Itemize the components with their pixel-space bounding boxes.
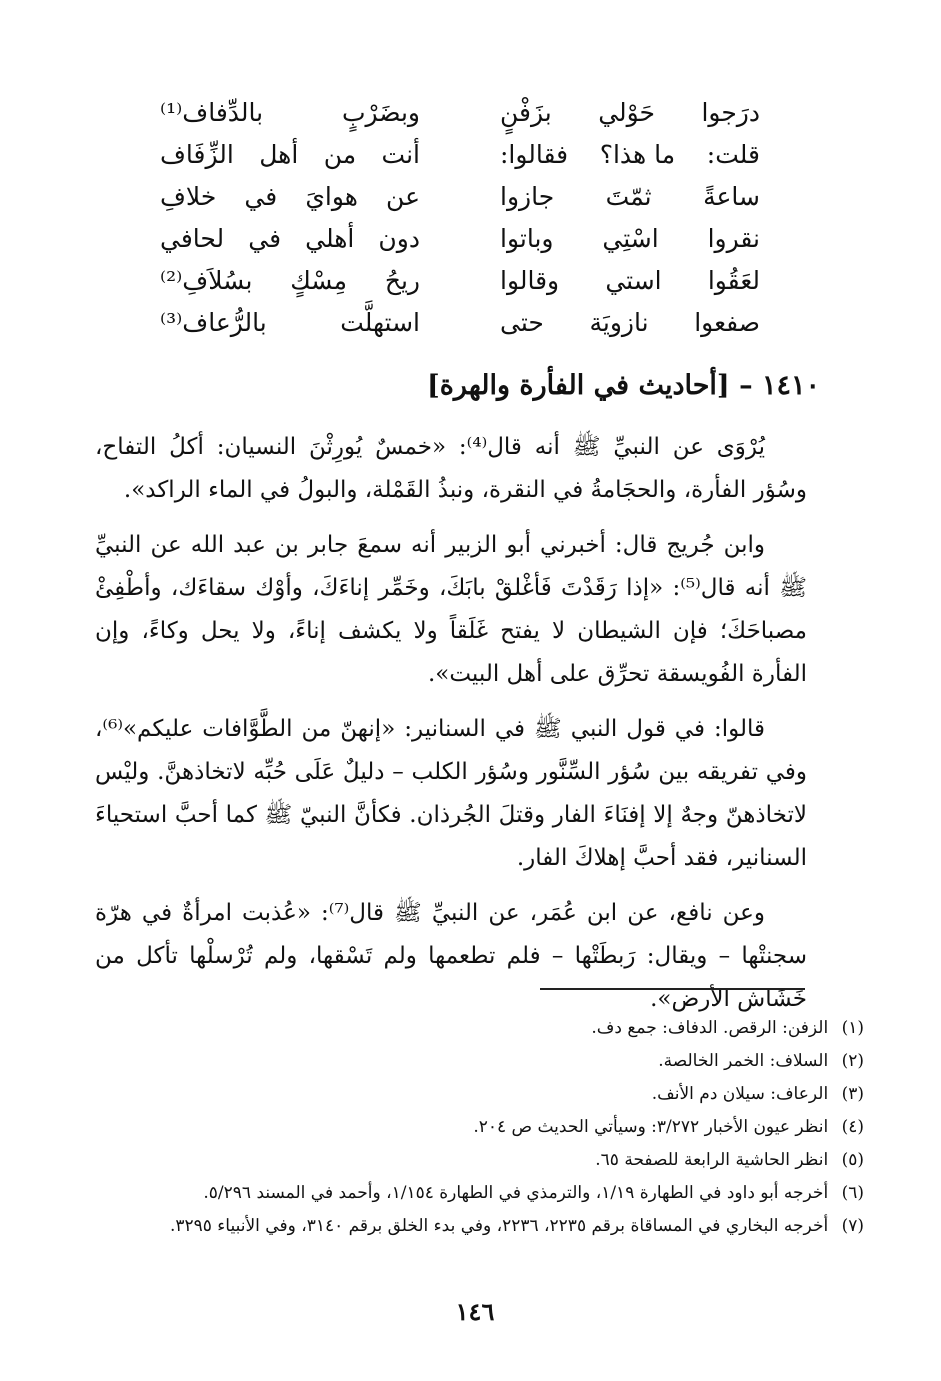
poem-word: حتى <box>500 308 544 337</box>
footnotes <box>140 1012 864 1243</box>
verse <box>160 302 760 344</box>
poem-word: ساعةً <box>703 182 760 211</box>
footnote-number: (٧) <box>841 1216 864 1236</box>
footnote-text: انظر الحاشية الرابعة للصفحة ٦٥. <box>595 1150 829 1170</box>
section-heading: ١٤١٠ – [أحاديث في الفأرة والهرة] <box>427 370 820 401</box>
poem-word: وباتوا <box>500 224 554 253</box>
footnote-separator <box>540 988 805 990</box>
verse <box>160 134 760 176</box>
poem-word: أهلي <box>305 224 355 253</box>
poem-word: أهل <box>259 140 299 169</box>
footnote <box>140 1111 864 1144</box>
verse-second-hemistich <box>160 218 420 260</box>
poem-word: نازويَة <box>589 308 649 337</box>
poem-word: مِسْكٍ <box>290 266 347 295</box>
poem-word: بسُلاَفِ⁽²⁾ <box>160 266 253 295</box>
verse-second-hemistich <box>160 134 420 176</box>
footnote-text: الرعاف: سيلان دم الأنف. <box>651 1084 829 1104</box>
footnote-number: (٦) <box>841 1183 864 1203</box>
paragraph: وابن جُريج قال: أخبرني أبو الزبير أنه سمعَ جابر بن عبد الله عن النبيِّ ﷺ أنه قال⁽⁵⁾: «إذا رَقَدْتَ فَأغْلقْ بابَكَ، وخَمِّر إناءَكَ، وأوْك سقاءَك، وأطْفِئْ مصباحَكَ؛ فإن الشيطان لا يفتح غَلَقاً ولا يكشف إناءً، ولا يحل وكاءً، وإن الفأرة الفُويسقة تحرِّق على أهل البيت». <box>95 532 807 687</box>
verse-first-hemistich <box>500 260 760 302</box>
footnote-number: (٣) <box>841 1084 864 1104</box>
verse-second-hemistich <box>160 260 420 302</box>
poem-word: في <box>244 182 278 211</box>
poem-word: الزِّفَاف <box>160 140 234 169</box>
poem-word: عن <box>386 182 420 211</box>
poem-word: اسْتِي <box>602 224 659 253</box>
paragraph: قالوا: في قول النبي ﷺ في السنانير: «إنهنّ من الطَّوَّافات عليكم»⁽⁶⁾، وفي تفريقه بين سُؤر السِّنَّور وسُؤر الكلب – دليلٌ عَلَى حُبِّه لاتخاذهنَّ. وليْس لاتخاذهنّ وجهٌ إلا إفنَاءَ الفار وقتلَ الجُرذان. فكأنَّ النبيّ ﷺ كما أحبَّ استحياءَ السنانير، فقد أحبَّ إهلاكَ الفار. <box>95 716 807 871</box>
verse-first-hemistich <box>500 134 760 176</box>
footnote-number: (٥) <box>841 1150 864 1170</box>
verse-second-hemistich <box>160 302 420 344</box>
poem-word: جازوا <box>500 182 555 211</box>
poem-word: دون <box>378 224 420 253</box>
verse-first-hemistich <box>500 302 760 344</box>
footnote-text: أخرجه البخاري في المساقاة برقم ٢٢٣٥، ٢٢٣٦، وفي بدء الخلق برقم ٣١٤٠، وفي الأنبياء ٣٢٩٥. <box>169 1216 829 1236</box>
body-text <box>95 426 807 1021</box>
poem-word: درَجوا <box>701 98 760 127</box>
poem-word: من <box>323 140 357 169</box>
footnote-number: (١) <box>841 1018 864 1038</box>
paragraph: وعن نافع، عن ابن عُمَر، عن النبيِّ ﷺ قال⁽⁷⁾: «عُذبت امرأةٌ في هرّة سجنتْها – ويقال: رَبطَتْها – فلم تطعمها ولم تَسْقها، ولم تُرْسلْها تأكل من خَشَاش الأرض». <box>95 900 807 1012</box>
poem-word: استي <box>605 266 662 295</box>
verse-second-hemistich <box>160 176 420 218</box>
verse-second-hemistich <box>160 92 420 134</box>
poem-word: ما هذا؟ <box>599 140 676 169</box>
poem-word: حَوْلي <box>598 98 656 127</box>
poem-word: بزَفْنٍ <box>500 98 552 127</box>
footnote <box>140 1045 864 1078</box>
poem-word: استهلَّت <box>340 308 420 337</box>
poem-word: أنت <box>381 140 420 169</box>
poem-word: بالرُّعاف⁽³⁾ <box>160 308 267 337</box>
footnote-number: (٤) <box>841 1117 864 1137</box>
poem-word: ريحُ <box>384 266 420 295</box>
poem-word: لعَقُوا <box>707 266 760 295</box>
footnote-text: السلاف: الخمر الخالصة. <box>658 1051 829 1071</box>
footnote <box>140 1177 864 1210</box>
footnote-number: (٢) <box>841 1051 864 1071</box>
poem-word: وقالوا <box>500 266 560 295</box>
footnote <box>140 1144 864 1177</box>
verse-first-hemistich <box>500 92 760 134</box>
poem <box>160 92 760 344</box>
footnote-text: أخرجه أبو داود في الطهارة ١/١٩، والترمذي في الطهارة ١/١٥٤، وأحمد في المسند ٥/٢٩٦. <box>203 1183 829 1203</box>
page-number: ١٤٦ <box>455 1297 495 1326</box>
poem-word: في <box>248 224 282 253</box>
verse-first-hemistich <box>500 218 760 260</box>
verse <box>160 176 760 218</box>
poem-word: قلت: <box>706 140 760 169</box>
poem-word: نقروا <box>707 224 760 253</box>
poem-word: خلافِ <box>160 182 217 211</box>
footnote-text: انظر عيون الأخبار ٣/٢٧٢: وسيأتي الحديث ص ٢٠٤. <box>473 1117 829 1137</box>
footnote <box>140 1012 864 1045</box>
poem-word: ثمّتَ <box>605 182 652 211</box>
poem-word: بالدِّفاف⁽¹⁾ <box>160 98 264 127</box>
verse-first-hemistich <box>500 176 760 218</box>
poem-word: هوايَ <box>305 182 358 211</box>
footnote <box>140 1210 864 1243</box>
footnote <box>140 1078 864 1111</box>
poem-word: فقالوا: <box>500 140 569 169</box>
paragraph: يُرْوَى عن النبيِّ ﷺ أنه قال⁽⁴⁾: «خمسٌ يُورِثْنَ النسيان: أكلُ التفاح، وسُؤر الفأرة، والحجَامةُ في النقرة، ونبذُ القَمْلة، والبولُ في الماء الراكد». <box>95 434 807 503</box>
poem-word: صفعوا <box>694 308 760 337</box>
verse <box>160 92 760 134</box>
verse <box>160 260 760 302</box>
poem-word: لحافي <box>160 224 225 253</box>
footnote-text: الزفن: الرقص. الدفاف: جمع دف. <box>591 1018 829 1038</box>
verse <box>160 218 760 260</box>
poem-word: وبضَرْبٍ <box>341 98 420 127</box>
